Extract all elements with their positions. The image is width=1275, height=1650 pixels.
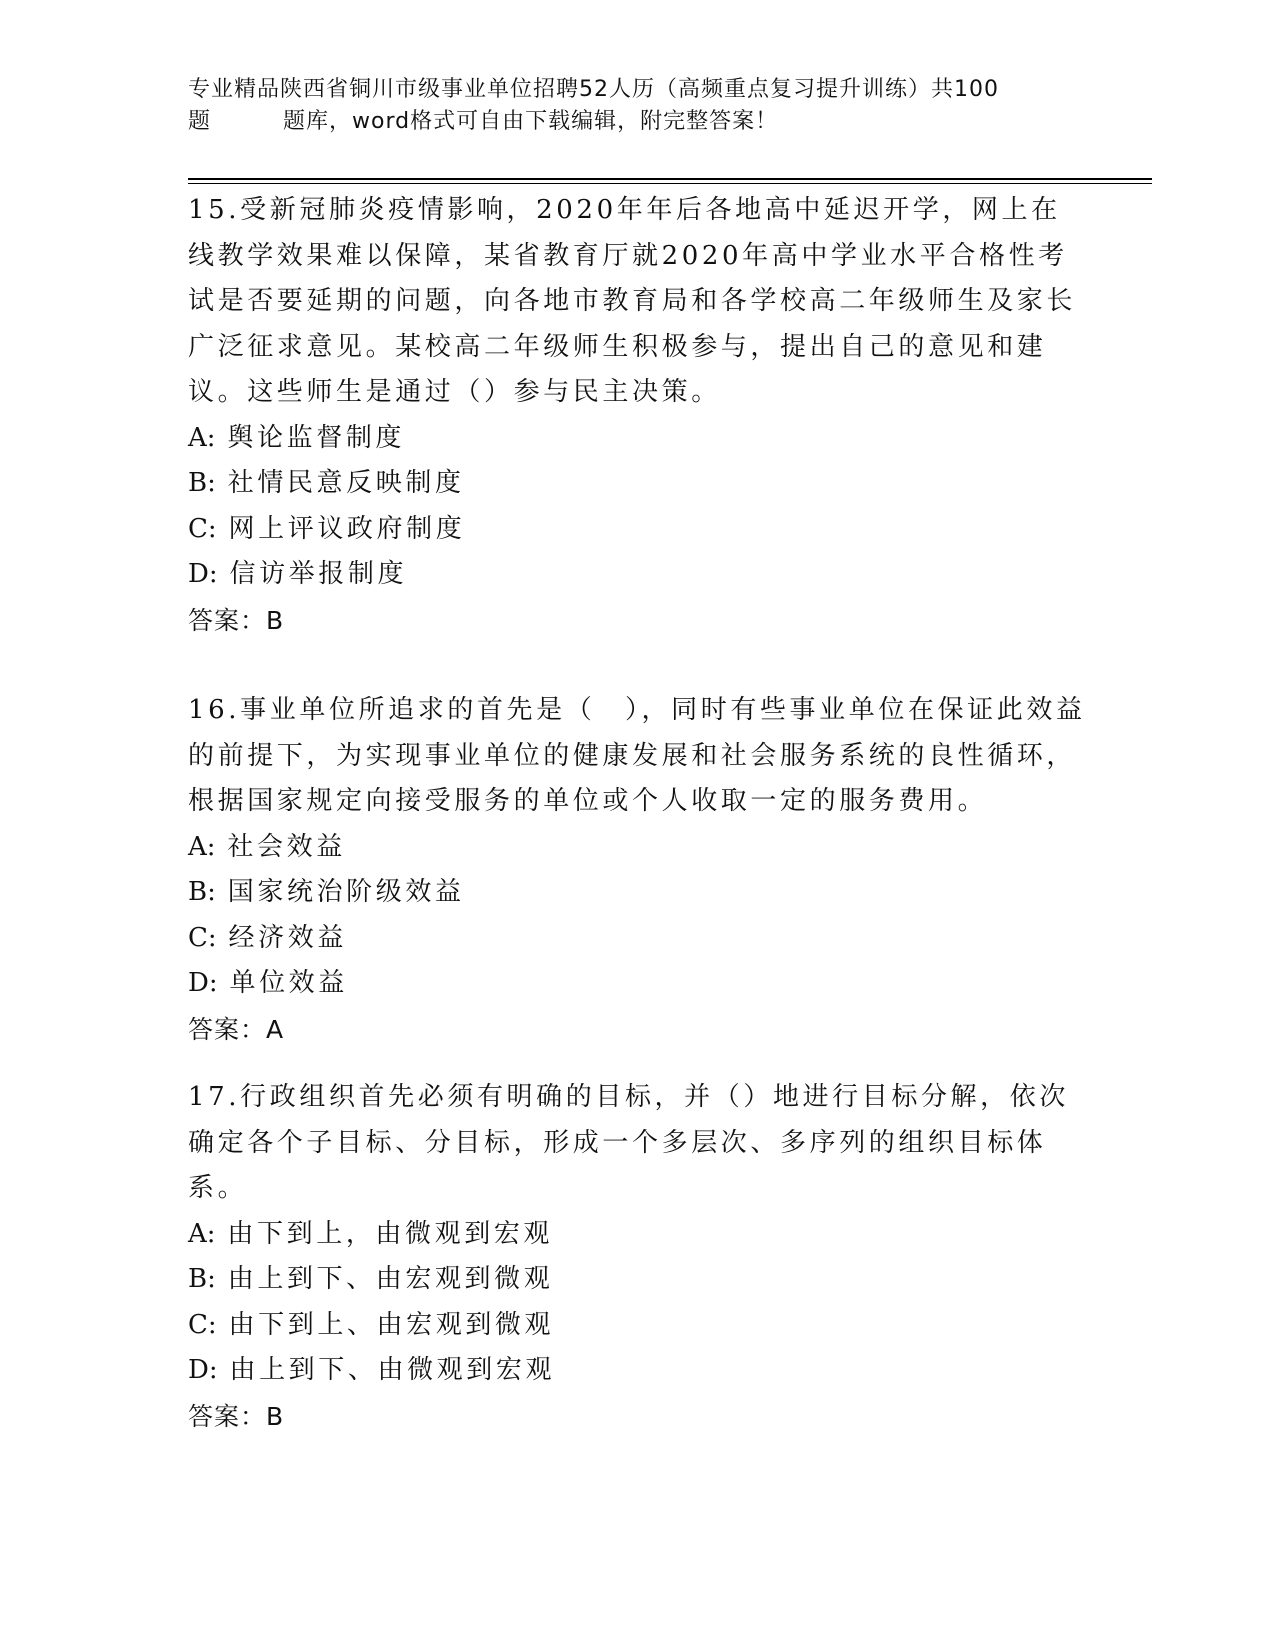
option-c <box>188 507 1088 553</box>
option-text: 由下到上，由微观到宏观 <box>227 1218 554 1249</box>
question-15 <box>188 188 1088 643</box>
option-key: A: <box>188 1218 216 1249</box>
option-key: A: <box>188 422 216 453</box>
option-key: D: <box>188 559 218 589</box>
option-text: 网上评议政府制度 <box>228 513 466 544</box>
option-key: C: <box>188 513 217 544</box>
option-b <box>188 461 1088 507</box>
option-text: 由上到下、由宏观到微观 <box>227 1264 554 1294</box>
option-key: D: <box>188 968 218 998</box>
answer-label: 答案：A <box>188 1014 285 1044</box>
header-title-line-1: 专业精品陕西省铜川市级事业单位招聘52人历（高频重点复习提升训练）共100 <box>188 77 999 102</box>
header-rule-thick <box>188 178 1152 180</box>
document-header <box>188 74 1068 138</box>
option-d <box>188 552 1088 598</box>
option-a <box>188 825 1088 871</box>
option-key: C: <box>188 1309 217 1340</box>
question-stem: 17.行政组织首先必须有明确的目标，并（）地进行目标分解，依次确定各个子目标、分目标，形成一个多层次、多序列的组织目标体系。 <box>188 1082 1069 1203</box>
question-17 <box>188 1075 1088 1439</box>
option-text: 信访举报制度 <box>229 559 408 589</box>
option-d <box>188 1348 1088 1394</box>
option-c <box>188 916 1088 962</box>
option-key: C: <box>188 922 217 953</box>
option-text: 经济效益 <box>228 922 347 953</box>
header-title-line-2 <box>188 106 1068 138</box>
option-b <box>188 1257 1088 1303</box>
header-title-line-2-end: 题库，word格式可自由下载编辑，附完整答案！ <box>283 109 779 134</box>
option-text: 社情民意反映制度 <box>227 468 465 498</box>
question-stem: 15.受新冠肺炎疫情影响，2020年年后各地高中延迟开学，网上在线教学效果难以保障，某省教育厅就2020年高中学业水平合格性考试是否要延期的问题，向各地市教育局和各学校高二年级师生及家长广泛征求意见。某校高二年级师生积极参与，提出自己的意见和建议。这些师生是通过（）参与民主决策。 <box>188 195 1077 407</box>
option-key: D: <box>188 1355 218 1385</box>
option-text: 由上到下、由微观到宏观 <box>229 1355 556 1385</box>
option-key: B: <box>188 877 216 907</box>
option-key: B: <box>188 468 216 498</box>
option-text: 舆论监督制度 <box>227 422 406 453</box>
question-stem: 16.事业单位所追求的首先是（ ），同时有些事业单位在保证此效益的前提下，为实现事业单位的健康发展和社会服务系统的良性循环，根据国家规定向接受服务的单位或个人收取一定的服务费用。 <box>188 695 1086 816</box>
option-text: 单位效益 <box>229 968 348 998</box>
option-text: 国家统治阶级效益 <box>227 877 465 907</box>
header-title-line-2-start: 题 <box>188 109 212 134</box>
header-rule-thin <box>188 183 1152 184</box>
option-c <box>188 1303 1088 1349</box>
option-a <box>188 1212 1088 1258</box>
option-a <box>188 416 1088 462</box>
option-key: B: <box>188 1264 216 1294</box>
option-text: 由下到上、由宏观到微观 <box>228 1309 555 1340</box>
option-text: 社会效益 <box>227 831 346 862</box>
answer-label: 答案：B <box>188 605 285 635</box>
option-b <box>188 870 1088 916</box>
question-16 <box>188 688 1088 1052</box>
answer-label: 答案：B <box>188 1401 285 1431</box>
option-d <box>188 961 1088 1007</box>
option-key: A: <box>188 831 216 862</box>
